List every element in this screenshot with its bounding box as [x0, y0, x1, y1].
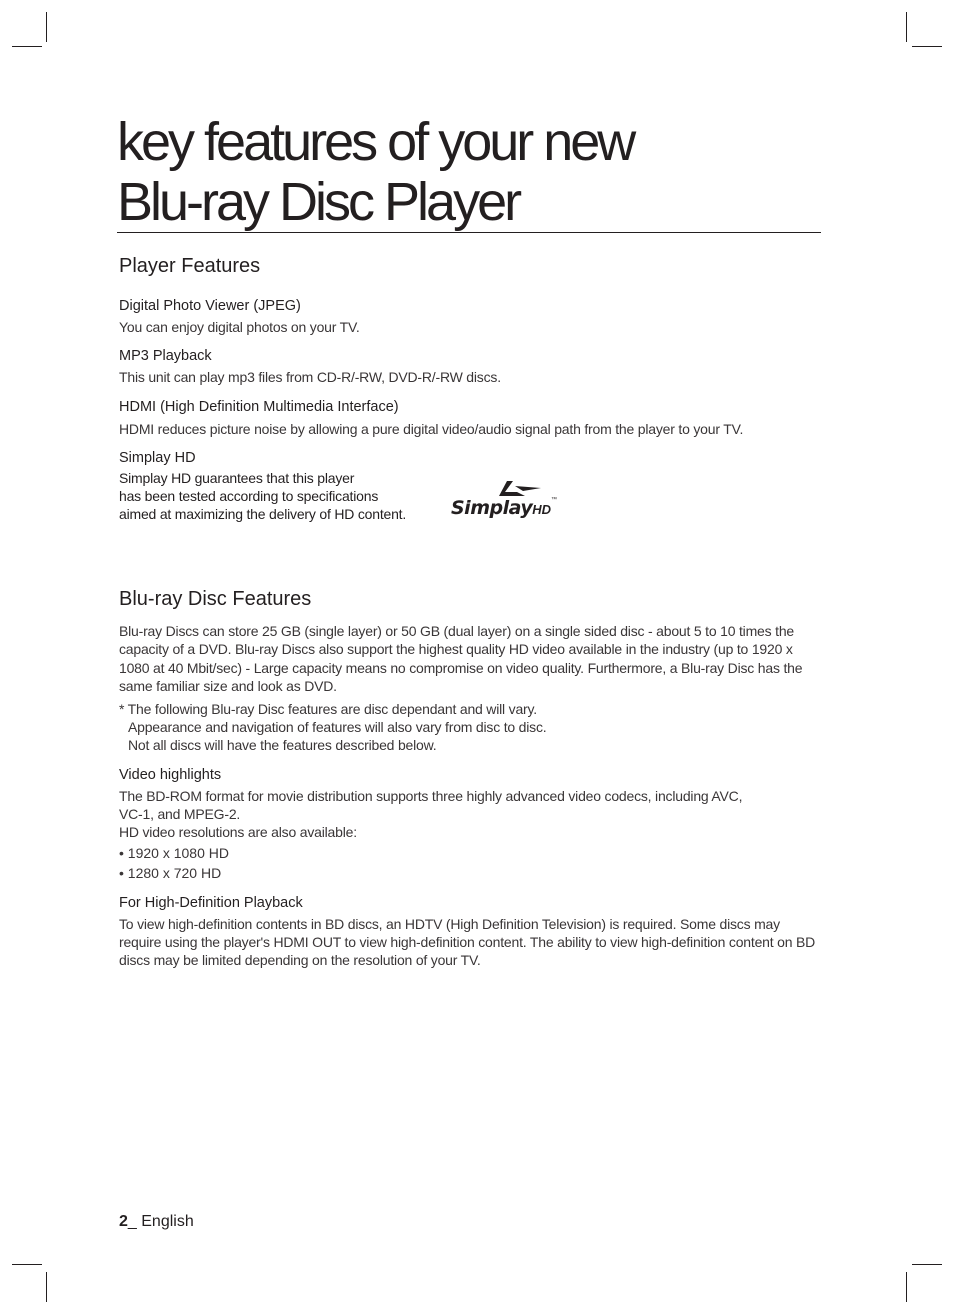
crop-mark: [12, 1264, 42, 1265]
feature-title: Digital Photo Viewer (JPEG): [119, 298, 301, 314]
note-line: * The following Blu-ray Disc features are disc dependant and will vary.: [119, 701, 537, 717]
hd-playback-section: [119, 894, 819, 969]
feature-title: HDMI (High Definition Multimedia Interface): [119, 399, 399, 415]
page-title-line-1: key features of your new: [117, 112, 634, 172]
note-line: Not all discs will have the features described below.: [128, 737, 437, 753]
list-item: • 1280 x 720 HD: [119, 865, 222, 881]
bluray-note: [119, 700, 819, 754]
feature-text: You can enjoy digital photos on your TV.: [119, 319, 360, 335]
crop-mark: [12, 46, 42, 47]
note-line: Appearance and navigation of features will also vary from disc to disc.: [128, 719, 547, 735]
feature-text: This unit can play mp3 files from CD-R/-RW, DVD-R/-RW discs.: [119, 369, 501, 385]
section-title: For High-Definition Playback: [119, 895, 303, 911]
video-highlights-line: The BD-ROM format for movie distribution supports three highly advanced video codecs, including AVC,: [119, 788, 743, 804]
crop-mark: [912, 1264, 942, 1265]
hd-playback-text: To view high-definition contents in BD discs, an HDTV (High Definition Television) is required. Some discs may require using the player's HDMI OUT to view high-definition content. The ability to view high-definition content on BD discs may be limited depending on the resolution of your TV.: [119, 916, 816, 968]
main-content: [119, 0, 819, 1200]
video-highlights-line: HD video resolutions are also available:: [119, 824, 357, 840]
feature-item: [119, 398, 819, 438]
bluray-features-heading: Blu-ray Disc Features: [119, 588, 312, 610]
simplay-logo-word: Simplay: [451, 497, 533, 519]
crop-mark: [906, 1272, 907, 1302]
page-number: 2: [119, 1213, 128, 1230]
feature-item: [119, 297, 819, 336]
feature-title: Simplay HD: [119, 450, 196, 466]
crop-mark: [46, 12, 47, 42]
simplay-hd-logo: [451, 478, 561, 524]
simplay-logo-text: [451, 497, 557, 519]
bluray-intro: Blu-ray Discs can store 25 GB (single layer) or 50 GB (dual layer) on a single sided disc - about 5 to 10 times the capacity of a DVD. Blu-ray Discs also support the highest quality HD video available in the industry (up to 1920 x 1080 at 40 Mbit/sec) - Large capacity means no compromise on video quality. Furthermore, a Blu-ray Disc has the same familiar size and look as DVD.: [119, 623, 803, 694]
crop-mark: [912, 46, 942, 47]
resolution-list: [119, 843, 819, 883]
section-title: Video highlights: [119, 767, 222, 783]
page-footer: [119, 1213, 194, 1231]
video-highlights-section: [119, 766, 819, 883]
page-language: _ English: [127, 1213, 194, 1230]
list-item: • 1920 x 1080 HD: [119, 845, 229, 861]
page-title-line-2: Blu-ray Disc Player: [117, 172, 520, 232]
simplay-line: Simplay HD guarantees that this player: [119, 470, 355, 486]
simplay-line: has been tested according to specifications: [119, 488, 379, 504]
simplay-hd-section: [119, 449, 439, 523]
simplay-logo-tm: ™: [551, 497, 558, 503]
simplay-line: aimed at maximizing the delivery of HD content.: [119, 506, 407, 522]
feature-title: MP3 Playback: [119, 348, 212, 364]
crop-mark: [46, 1272, 47, 1302]
player-features-heading: Player Features: [119, 255, 261, 277]
feature-item: [119, 347, 819, 386]
video-highlights-line: VC-1, and MPEG-2.: [119, 806, 241, 822]
feature-text: HDMI reduces picture noise by allowing a pure digital video/audio signal path from the player to your TV.: [119, 421, 744, 437]
simplay-logo-hd: HD: [532, 502, 552, 517]
crop-mark: [906, 12, 907, 42]
